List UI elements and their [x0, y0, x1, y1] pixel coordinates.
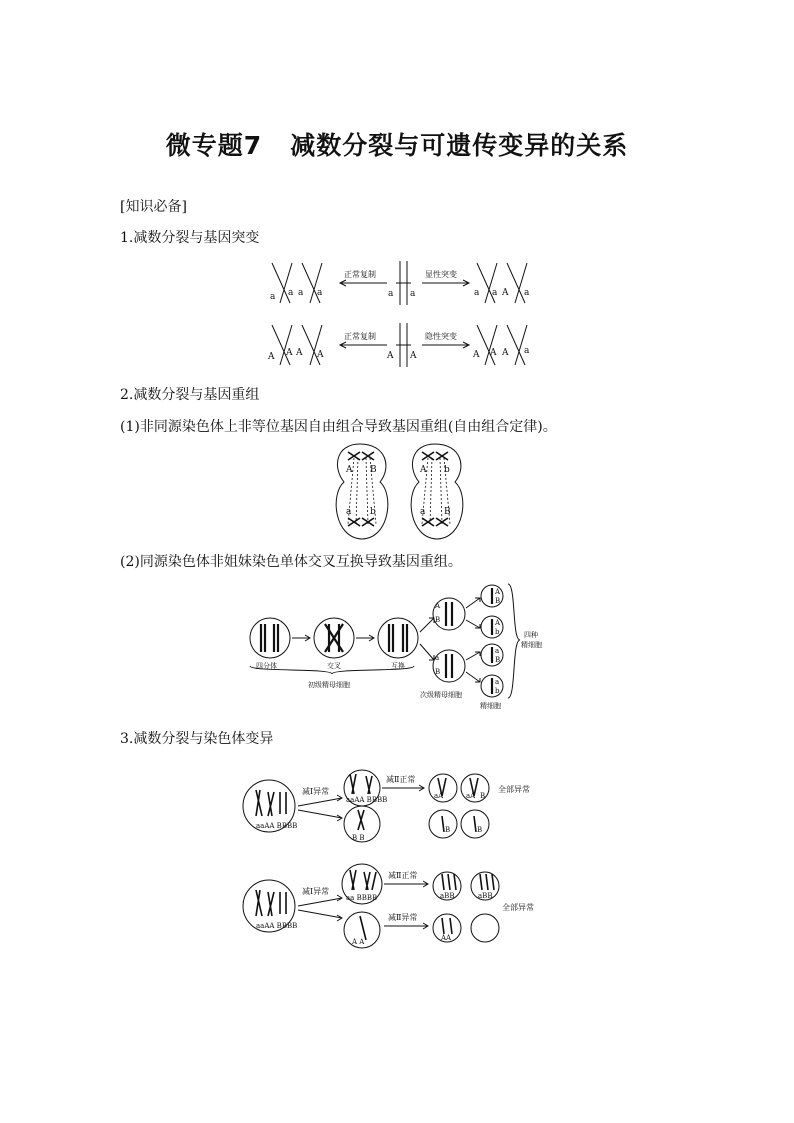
- title-number: 微专题7: [165, 131, 263, 160]
- gene-label: a: [298, 288, 304, 298]
- result-label: 全部异常: [502, 903, 534, 912]
- result-label: 全部异常: [498, 785, 530, 794]
- gene-label: A: [502, 288, 509, 298]
- cell-left: [336, 444, 388, 539]
- gene-label: A: [317, 350, 324, 360]
- gene-label: AA: [441, 934, 452, 942]
- gene-label: a: [474, 288, 480, 298]
- gene-label: A A: [352, 938, 365, 946]
- knowledge-tag: [知识必备]: [120, 199, 187, 215]
- cell-exchange: [378, 618, 418, 658]
- aneuploidy-figure-1: [242, 768, 552, 848]
- secondary-label: 次级精母细胞: [420, 691, 462, 699]
- title-text: 减数分裂与可遗传变异的关系: [290, 131, 629, 160]
- gene-label: A: [495, 619, 501, 627]
- gene-label: B: [445, 826, 451, 834]
- mutation-figure: [262, 255, 542, 370]
- crossing-over-figure: [248, 580, 548, 712]
- arrow-label-normal-1: 正常复制: [344, 270, 376, 279]
- section3-heading: 3.减数分裂与染色体变异: [120, 731, 274, 747]
- gene-label: A: [495, 588, 501, 596]
- gamete-cell-empty: [471, 914, 499, 942]
- gene-label: a: [346, 507, 352, 517]
- gene-label: A: [473, 350, 480, 360]
- gene-label: a: [492, 288, 498, 298]
- stage-label: 四分体: [256, 662, 277, 670]
- arrow-label: 减Ⅰ异常: [302, 787, 330, 796]
- gene-label: aBB: [478, 892, 493, 900]
- gene-label: a: [288, 288, 294, 298]
- gene-label: aaAA BBBB: [256, 922, 298, 930]
- gene-label: a: [524, 346, 530, 356]
- gene-label: a: [435, 654, 440, 662]
- gene-label: A: [268, 352, 275, 362]
- section1-heading: 1.减数分裂与基因突变: [120, 230, 260, 246]
- gene-label: b: [370, 507, 376, 517]
- arrow-label-recessive: 隐性突变: [425, 332, 457, 341]
- primary-label: 初级精母细胞: [308, 681, 350, 689]
- gene-label: b: [495, 687, 500, 695]
- gene-label: aA: [434, 792, 444, 800]
- gene-label: A: [435, 602, 441, 610]
- section2-sub1: (1)非同源染色体上非等位基因自由组合导致基因重组(自由组合定律)。: [120, 419, 557, 435]
- gene-label: a: [420, 507, 426, 517]
- gene-label: B: [435, 616, 441, 624]
- arrow-label-normal-2: 正常复制: [344, 332, 376, 341]
- gene-label: A: [502, 348, 509, 358]
- gene-label: A: [296, 348, 303, 358]
- page-title: [0, 126, 794, 162]
- cell-tetrad: [250, 618, 290, 658]
- gene-label: aBB: [440, 892, 455, 900]
- stage-label: 交叉: [327, 662, 341, 670]
- aneuploidy-figure-2: [242, 860, 552, 950]
- gene-label: aA: [466, 792, 476, 800]
- result-label: 精细胞: [521, 641, 542, 649]
- arrow-label-dominant: 显性突变: [425, 270, 457, 279]
- gene-label: aaAA BBBB: [256, 822, 298, 830]
- arrow-label: 减Ⅰ异常: [302, 887, 330, 896]
- gene-label: B: [477, 826, 483, 834]
- gene-label: b: [495, 628, 500, 636]
- gene-label: B: [435, 668, 441, 676]
- arrow-label: 减Ⅱ异常: [388, 913, 418, 922]
- gene-label: B B: [352, 834, 365, 842]
- stage-label: 互换: [391, 662, 405, 670]
- gene-label: a: [388, 289, 394, 299]
- gene-label: a: [524, 288, 530, 298]
- gene-label: B: [480, 792, 486, 800]
- gene-label: A: [286, 348, 293, 358]
- gene-label: A: [420, 465, 427, 475]
- gene-label: aa BBBB: [346, 894, 378, 902]
- gene-label: b: [444, 465, 450, 475]
- arrow-label: 减Ⅱ正常: [386, 775, 416, 784]
- sperm-label: 精细胞: [480, 702, 501, 710]
- gene-label: a: [495, 647, 500, 655]
- section2-sub2: (2)同源染色体非姐妹染色单体交叉互换导致基因重组。: [120, 554, 462, 570]
- gene-label: A: [410, 351, 417, 361]
- result-label: 四种: [524, 631, 538, 639]
- section2-heading: 2.减数分裂与基因重组: [120, 387, 260, 403]
- gene-label: B: [495, 597, 501, 605]
- independent-assortment-figure: [330, 442, 470, 542]
- gene-label: a: [495, 678, 500, 686]
- gene-label: aaAA BBBB: [346, 796, 388, 804]
- gene-label: a: [317, 288, 323, 298]
- gene-label: A: [490, 348, 497, 358]
- result-brace: [508, 584, 520, 698]
- gene-label: A: [387, 351, 394, 361]
- gene-label: a: [270, 292, 276, 302]
- arrow-label: 减Ⅱ正常: [388, 871, 418, 880]
- gene-label: B: [495, 656, 501, 664]
- gene-label: B: [370, 465, 377, 475]
- gene-label: A: [346, 465, 353, 475]
- gene-label: a: [410, 289, 416, 299]
- gene-label: B: [444, 507, 451, 517]
